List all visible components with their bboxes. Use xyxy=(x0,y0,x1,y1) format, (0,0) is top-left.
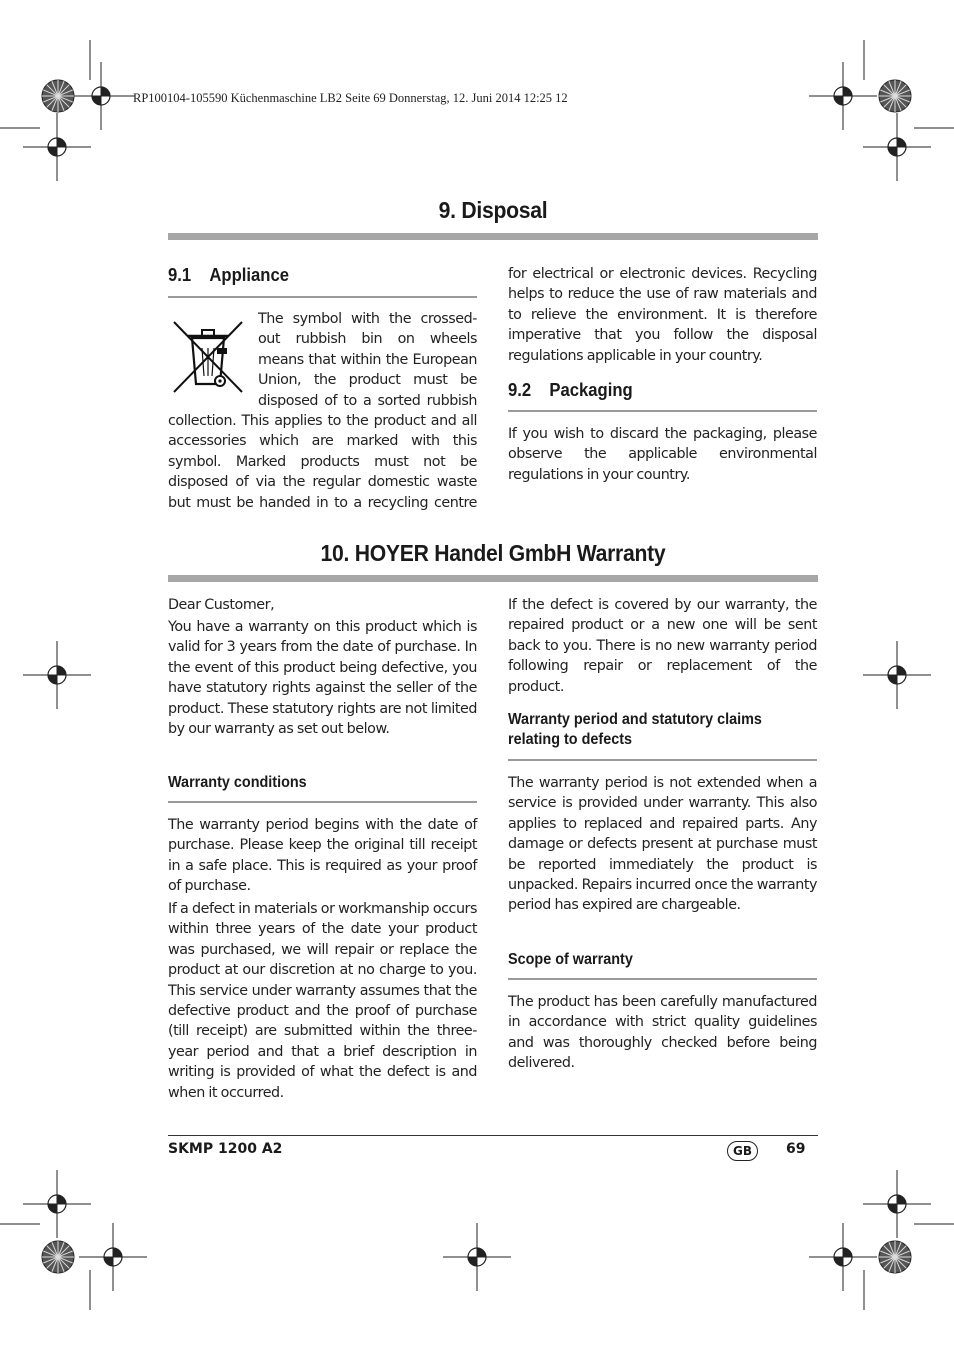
language-badge: GB xyxy=(727,1141,758,1161)
warranty-conditions-p1: The warranty period begins with the date of purchase. Please keep the original till receipt in a safe place. This is required as your proof of purchase. xyxy=(168,817,477,895)
appliance-body-continued: for electrical or electronic devices. Recycling helps to reduce the use of raw materials and to relieve the environment. It is therefore imperative that you follow the disposal regulations applicable in your country. xyxy=(508,266,817,364)
print-slug: RP100104-105590 Küchenmaschine LB2 Seite 69 Donnerstag, 12. Juni 2014 12:25 12 xyxy=(133,91,568,105)
warranty-greeting: Dear Customer, xyxy=(168,597,275,613)
disposal-title-bar xyxy=(168,233,818,240)
warranty-period-heading-line: Warranty period and statutory claims xyxy=(508,711,762,728)
appliance-wrap-line: The symbol with the crossed- xyxy=(258,311,477,327)
packaging-heading xyxy=(508,379,633,401)
packaging-number: 9.2 xyxy=(508,379,532,400)
appliance-body: collection. This applies to the product and all accessories which are marked with this symbol. Marked products must not be disposed of via the regular domestic waste but must be handed in to a recycling centre xyxy=(168,413,477,511)
appliance-wrap-line: Union, the product must be xyxy=(258,372,477,389)
appliance-wrap-line: disposed of to a sorted rubbish xyxy=(258,392,477,409)
warranty-conditions-rule xyxy=(168,801,477,803)
warranty-title: 10. HOYER Handel GmbH Warranty xyxy=(320,540,666,566)
warranty-scope-heading: Scope of warranty xyxy=(508,951,633,968)
packaging-body: If you wish to discard the packaging, please observe the applicable environmental regulations in your country. xyxy=(508,426,817,483)
warranty-intro: You have a warranty on this product which is valid for 3 years from the date of purchase. In the event of this product being defective, you have statutory rights against the seller of the product. These statutory rights are not limited by our warranty as set out below. xyxy=(168,619,477,738)
warranty-scope-rule xyxy=(508,978,817,980)
crossed-out-wheelie-bin-icon xyxy=(168,318,248,396)
appliance-wrap-line: out rubbish bin on wheels xyxy=(258,331,477,348)
appliance-heading xyxy=(168,264,289,286)
appliance-wrap-line: means that within the European xyxy=(258,351,477,368)
warranty-period-rule xyxy=(508,759,817,761)
warranty-conditions-heading: Warranty conditions xyxy=(168,774,307,791)
appliance-wrap-text xyxy=(258,309,477,411)
disposal-title: 9. Disposal xyxy=(438,197,548,223)
warranty-period-heading xyxy=(508,710,814,750)
appliance-rule xyxy=(168,296,477,298)
packaging-title: Packaging xyxy=(549,379,633,400)
warranty-scope-body: The product has been carefully manufactured in accordance with strict quality guidelines and was thoroughly checked before being delivered. xyxy=(508,994,817,1072)
footer-model: SKMP 1200 A2 xyxy=(168,1141,283,1157)
warranty-title-bar xyxy=(168,575,818,582)
warranty-period-body: The warranty period is not extended when a service is provided under warranty. This also applies to replaced and repaired parts. Any damage or defects present at purchase must be reported immediately the product is unpacked. Repairs incurred once the warranty period has expired are chargeable. xyxy=(508,775,817,914)
warranty-conditions-p2: If a defect in materials or workmanship occurs within three years of the date your product was purchased, we will repair or replace the product at our discretion at no charge to you. This service under warranty assumes that the defective product and the proof of purchase (till receipt) are submitted within the three-year period and that a brief description in writing is provided of what the defect is and when it occurred. xyxy=(168,901,477,1101)
appliance-number: 9.1 xyxy=(168,264,192,285)
page-number: 69 xyxy=(786,1141,806,1157)
appliance-title: Appliance xyxy=(209,264,289,285)
footer-rule xyxy=(168,1135,818,1136)
warranty-covered: If the defect is covered by our warranty, the repaired product or a new one will be sent back to you. There is no new warranty period following repair or replacement of the product. xyxy=(508,597,817,695)
packaging-rule xyxy=(508,410,817,412)
warranty-period-heading-line: relating to defects xyxy=(508,731,633,748)
